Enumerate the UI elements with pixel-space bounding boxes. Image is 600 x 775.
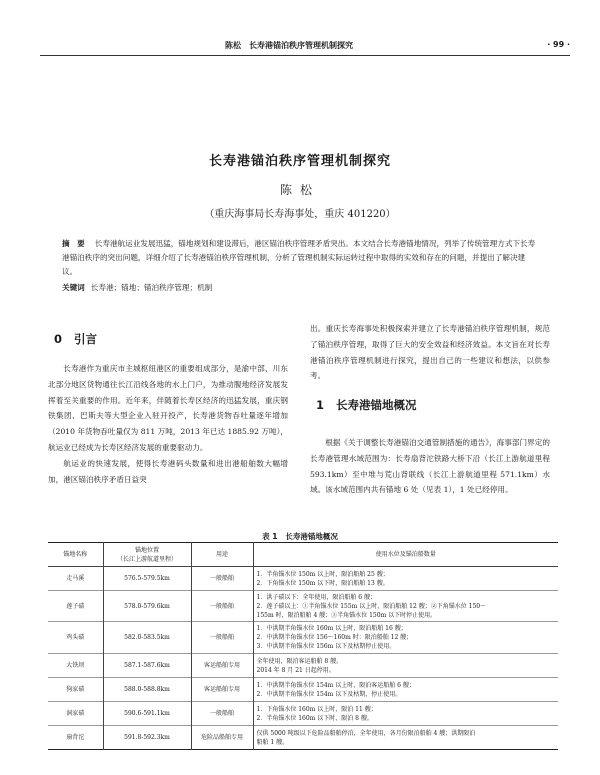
- table-caption: [0, 531, 600, 542]
- header-location-sub: （长江上游航道里程）: [116, 555, 177, 563]
- cell-name: 扇背沱: [66, 734, 85, 741]
- cell-location: 582.0-583.5km: [103, 622, 191, 654]
- right-column-bottom: [310, 435, 550, 498]
- section-number: 0: [54, 332, 63, 346]
- header-location: [103, 543, 191, 567]
- cell-name: 莲子碛: [66, 602, 85, 610]
- info-line: 1．洪子碛以下：全年使用，限泊船舶 6 艘；: [256, 593, 376, 601]
- author-affiliation: （重庆海事局长寿海事处，重庆 401220）: [204, 209, 396, 220]
- article-title: 长寿港锚泊秩序管理机制探究: [208, 154, 391, 169]
- info-line: 1．下角锚水位 160m 以上时，限泊 11 艘；: [256, 705, 377, 713]
- cell-location: 587.1-587.6km: [103, 654, 191, 678]
- cell-use: 一般船舶: [191, 567, 253, 591]
- cell-name: 走马溪: [66, 575, 85, 582]
- abstract-label: 摘 要: [62, 239, 85, 248]
- cell-location: 590.6-591.1km: [103, 702, 191, 726]
- table-title: 长寿港锚地概况: [285, 532, 338, 541]
- cell-info: [253, 591, 558, 622]
- cell-name: 鸡头碛: [66, 634, 85, 641]
- info-line: 2．半角锚水位 160m 以下时，限泊 8 艘。: [256, 714, 373, 722]
- table-row: [48, 622, 558, 654]
- cell-use: 客运船舶专用: [191, 654, 253, 678]
- section1-paragraph-1: 根据《关于调整长寿港锚泊交通管制措施的通告》，海事部门界定的长寿港管理水域范围为：长寿扇背沱铁路大桥下沿（长江上游航道里程 593.1km）至中堆与荒山背联线（长江上游航道里程 571.1km）水域。该水域范围内共有锚地 6 处（见表 1），1 处已经停用。: [310, 438, 550, 495]
- table-row: [48, 654, 558, 678]
- cell-location: 578.0-579.6km: [103, 591, 191, 622]
- table-row: [48, 726, 558, 750]
- section-title: 引言: [74, 332, 98, 346]
- cell-use: 客运船舶专用: [191, 678, 253, 702]
- abstract-text: 长寿港航运业发展迅猛，锚地规划和建设滞后，港区锚泊秩序管理矛盾突出。本文结合长寿港锚地情况，列举了传统管理方式下长寿港锚泊秩序的突出问题，详细介绍了长寿港锚泊秩序管理机制，分析了管理机制实际运转过程中取得的实效和存在的问题，并提出了解决建议。: [62, 239, 536, 276]
- intro-paragraph-2: 航运业的快速发展，使得长寿港码头数量和进出港船舶数大幅增加，港区锚泊秩序矛盾日益突: [48, 458, 288, 484]
- cell-info: [253, 654, 558, 678]
- keywords-label: 关键词: [62, 283, 85, 292]
- cell-location: 576.5-579.5km: [103, 567, 191, 591]
- info-line: 1．中洪期半角锚水位 160m 以上时，限泊船舶 16 艘；: [256, 625, 407, 632]
- info-line: 2．中洪期半角锚水位 154m 以下及枯期，停止使用。: [256, 690, 402, 698]
- cell-name: 狗家碛: [66, 686, 85, 693]
- info-line: 船舶 1 艘。: [256, 738, 289, 746]
- info-line: 1．中洪期半角锚水位 154m 以上时，限泊客运船舶 6 艘；: [256, 681, 415, 689]
- page-number: · 99 ·: [547, 40, 570, 49]
- info-line: 1．半角锚水位 150m 以上时，限泊船舶 25 艘；: [256, 570, 389, 578]
- cell-info: [253, 726, 558, 750]
- info-line: 155m 时，限泊船舶 4 艘；③半角锚水位 150m 以下时停止使用。: [256, 611, 437, 619]
- cell-info: [253, 678, 558, 702]
- cell-use: 一般船舶: [191, 702, 253, 726]
- running-head: [40, 38, 570, 52]
- cell-location: 588.0-588.8km: [103, 678, 191, 702]
- table-row: [48, 678, 558, 702]
- info-line: 全年使用，限泊客运船舶 8 艘。: [256, 657, 343, 665]
- header-use: 用途: [191, 543, 253, 567]
- cell-location: 591.8-592.3km: [103, 726, 191, 750]
- cell-use: 危险品船舶专用: [191, 726, 253, 750]
- table-number: 表 1: [262, 532, 278, 541]
- keywords: [62, 282, 540, 293]
- table-header-row: [48, 543, 558, 567]
- table-row: [48, 702, 558, 726]
- author-name: 陈松: [279, 183, 320, 197]
- cell-info: [253, 567, 558, 591]
- info-line: 2．中洪期半角锚水位 156～160m 时：限泊船舶 12 艘；: [256, 634, 413, 641]
- anchorage-table: [48, 542, 558, 750]
- cell-info: [253, 702, 558, 726]
- table-row: [48, 567, 558, 591]
- info-line: 仅供 5000 吨级以下危险品船舶停泊，全年使用，各月份限泊船舶 4 艘；洪期限泊: [256, 729, 476, 737]
- right-column-top: [310, 321, 550, 384]
- section-title: 长寿港锚地概况: [336, 398, 417, 412]
- header-name: 锚地名称: [63, 551, 88, 558]
- abstract: [62, 237, 540, 279]
- table-row: [48, 591, 558, 622]
- section-number: 1: [316, 398, 325, 412]
- intro-paragraph-1: 长寿港作为重庆市主城枢纽港区的重要组成部分，是渝中部、川东北部分地区货物通往长江沿线各地的水上门户，为推动腹地经济发展发挥着至关重要的作用。近年来，伴随着长寿区经济的迅猛发展，重庆钢铁集团、巴斯夫等大型企业入驻开投产，长寿港货物吞吐量逐年增加（2010 年货物吞吐量仅为 811 万吨，2013 年已达 1885.92 万吨），航运业已经成为长寿区经济发展的重要驱动力。: [48, 364, 288, 452]
- section-heading-1: [316, 397, 417, 413]
- info-line: 2．下角锚水位 150m 以下时，限泊船舶 13 艘。: [256, 579, 389, 587]
- header-location-main: 锚地位置: [134, 546, 159, 554]
- left-column: [48, 361, 288, 487]
- info-line: 2014 年 8 月 21 日起停用。: [256, 666, 335, 674]
- intro-paragraph-continued: 出。重庆长寿海事处积极探索并建立了长寿港锚泊秩序管理机制，规范了锚泊秩序管理，取得了巨大的安全效益和经济效益。本文旨在对长寿港锚泊秩序管理机制进行探究，提出自己的一些建议和想法，以供参考。: [310, 324, 550, 381]
- cell-name: 洞家碛: [66, 710, 85, 717]
- header-rule: [40, 55, 570, 56]
- info-line: 2．莲子碛以上：①半角锚水位 155m 以上时，限泊船舶 12 艘；②下角锚水位 150～: [256, 602, 487, 610]
- header-info: 使用水位及锚泊船数量: [253, 543, 558, 567]
- keywords-text: 长寿港；锚地；锚泊秩序管理；机制: [90, 283, 213, 292]
- section-heading-intro: [54, 331, 97, 347]
- cell-info: [253, 622, 558, 654]
- cell-use: 一般船舶: [191, 622, 253, 654]
- info-line: 3．中洪期半角锚水位 156m 以下及枯期停止使用。: [256, 643, 396, 650]
- cell-name: 大铁坝: [66, 662, 85, 669]
- running-head-title: 陈松 长寿港锚泊秩序管理机制探究: [225, 41, 353, 50]
- cell-use: 一般船舶: [191, 591, 253, 622]
